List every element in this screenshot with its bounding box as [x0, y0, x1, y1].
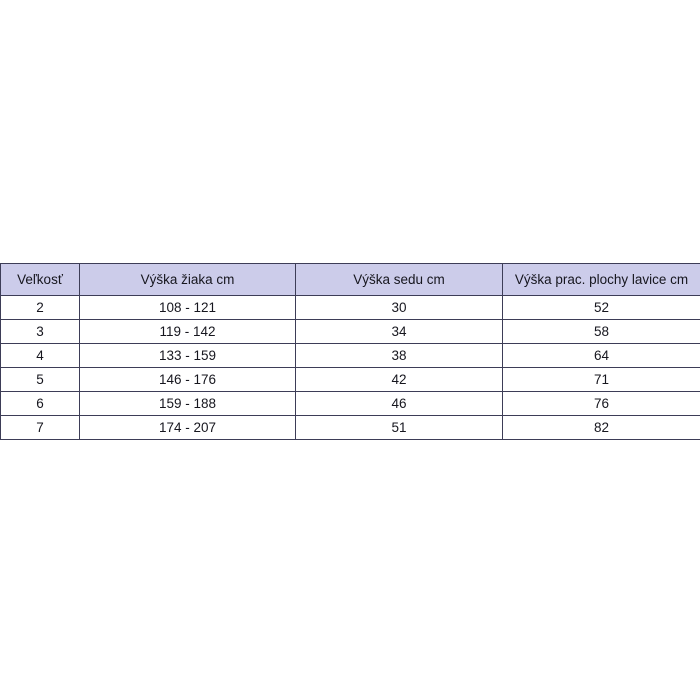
cell-size: 5 [1, 368, 80, 392]
cell-student-height: 133 - 159 [80, 344, 296, 368]
cell-seat-height: 38 [296, 344, 503, 368]
cell-desk-surface-height: 71 [503, 368, 700, 392]
column-header-desk-surface-height: Výška prac. plochy lavice cm [503, 264, 700, 296]
cell-size: 3 [1, 320, 80, 344]
table-row [1, 368, 700, 392]
cell-seat-height: 46 [296, 392, 503, 416]
cell-size: 6 [1, 392, 80, 416]
table-header [1, 264, 700, 296]
cell-student-height: 174 - 207 [80, 416, 296, 440]
cell-student-height: 146 - 176 [80, 368, 296, 392]
table-row [1, 416, 700, 440]
cell-student-height: 159 - 188 [80, 392, 296, 416]
size-table [0, 263, 700, 440]
cell-seat-height: 42 [296, 368, 503, 392]
cell-desk-surface-height: 76 [503, 392, 700, 416]
cell-size: 4 [1, 344, 80, 368]
table-header-row [1, 264, 700, 296]
cell-size: 7 [1, 416, 80, 440]
cell-desk-surface-height: 82 [503, 416, 700, 440]
table-body [1, 296, 700, 440]
cell-desk-surface-height: 64 [503, 344, 700, 368]
column-header-student-height: Výška žiaka cm [80, 264, 296, 296]
cell-size: 2 [1, 296, 80, 320]
cell-seat-height: 30 [296, 296, 503, 320]
cell-student-height: 119 - 142 [80, 320, 296, 344]
cell-student-height: 108 - 121 [80, 296, 296, 320]
table-row [1, 344, 700, 368]
cell-seat-height: 34 [296, 320, 503, 344]
cell-desk-surface-height: 58 [503, 320, 700, 344]
cell-desk-surface-height: 52 [503, 296, 700, 320]
column-header-size: Veľkosť [1, 264, 80, 296]
size-table-container [0, 263, 700, 440]
table-row [1, 392, 700, 416]
table-row [1, 296, 700, 320]
cell-seat-height: 51 [296, 416, 503, 440]
table-row [1, 320, 700, 344]
column-header-seat-height: Výška sedu cm [296, 264, 503, 296]
